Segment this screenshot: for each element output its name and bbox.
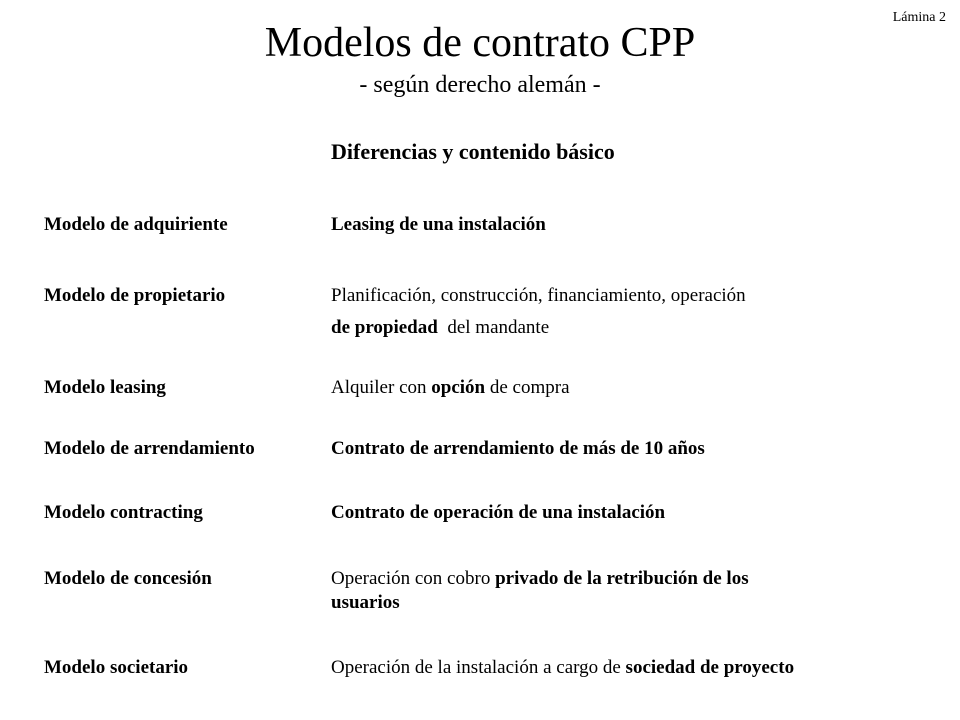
slide-number: Lámina 2 [892,10,946,25]
description-segment: opción [431,377,486,398]
description-line [331,284,931,308]
description-segment: privado de la retribución de los [495,568,749,589]
description-segment: del mandante [437,317,550,338]
description-line [331,316,931,340]
description-segment: Planificación, construcción, financiamiento, operación [331,285,746,306]
model-name: Modelo societario [44,657,189,678]
model-description [331,656,931,680]
model-name: Modelo de concesión [44,568,212,589]
description-line [331,656,931,680]
description-segment: usuarios [331,592,400,613]
model-description [331,213,931,237]
model-name: Modelo de adquiriente [44,214,228,235]
description-line [331,591,931,615]
description-segment: de propiedad [331,317,438,338]
model-name: Modelo leasing [44,377,166,398]
description-segment: Contrato de operación de una instalación [331,502,666,523]
model-name: Modelo de propietario [44,285,226,306]
description-segment: de compra [485,377,570,398]
model-description [331,501,931,525]
description-segment: Operación con cobro [331,568,496,589]
section-heading: Diferencias y contenido básico [331,139,615,164]
description-line [331,437,931,461]
description-segment: Contrato de arrendamiento de más de 10 años [331,438,705,459]
description-segment: Leasing de una instalación [331,214,546,235]
slide-subtitle: - según derecho alemán - [359,72,601,98]
model-name: Modelo contracting [44,502,203,523]
description-line [331,213,931,237]
description-line [331,501,931,525]
slide-title: Modelos de contrato CPP [264,20,696,66]
description-line [331,376,931,400]
model-name: Modelo de arrendamiento [44,438,255,459]
model-description [331,437,931,461]
description-line [331,567,931,591]
model-description [331,284,931,340]
description-segment: Operación de la instalación a cargo de [331,657,626,678]
model-description [331,567,931,615]
model-description [331,376,931,400]
description-segment: sociedad de proyecto [625,657,795,678]
description-segment: Alquiler con [331,377,432,398]
